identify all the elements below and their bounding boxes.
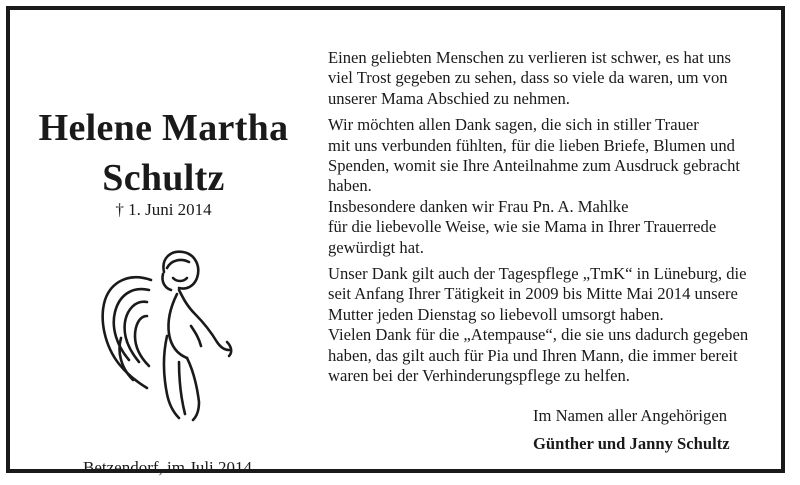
left-column [16,10,311,477]
signature-intro: Im Namen aller Angehörigen [533,406,727,425]
paragraph-2 [328,115,788,258]
signature-names: Günther und Janny Schultz [533,434,730,453]
text-line: haben, das gilt auch für Pia und Ihren Mann, die immer bereit [328,345,738,365]
text-line: viel Trost gegeben zu sehen, dass so viele da waren, um von [328,68,728,88]
text-line: haben. [328,176,372,196]
text-line: mit uns verbunden fühlten, für die lieben Briefe, Blumen und [328,135,735,155]
text-line: unserer Mama Abschied zu nehmen. [328,88,570,108]
text-line: Mutter jeden Dienstag so liebevoll umsorgt haben. [328,304,664,324]
text-line: seit Anfang Ihrer Tätigkeit in 2009 bis Mitte Mai 2014 unsere [328,284,738,304]
text-line: Wir möchten allen Dank sagen, die sich in stiller Trauer [328,115,699,135]
deceased-name-second-line: Schultz [102,157,225,199]
text-line: für die liebevolle Weise, wie sie Mama in Ihrer Trauerrede [328,217,717,237]
text-line: Einen geliebten Menschen zu verlieren ist schwer, es hat uns [328,48,731,67]
text-line: Spenden, womit sie Ihre Anteilnahme zum Ausdruck gebracht [328,156,740,176]
paragraph-3 [328,264,788,386]
paragraph-1 [328,48,788,109]
place-and-date: Betzendorf, im Juli 2014 [83,458,253,477]
angel-outline-icon [91,242,241,422]
deceased-name-first-line: Helene Martha [38,107,289,149]
text-line: gewürdigt hat. [328,237,424,257]
text-line: waren bei der Verhinderungspflege zu helfen. [328,366,630,386]
obituary-frame [6,6,785,477]
text-line: Vielen Dank für die „Atempause“, die sie uns dadurch gegeben [328,325,749,345]
text-line: Insbesondere danken wir Frau Pn. A. Mahlke [328,196,629,216]
text-line: Unser Dank gilt auch der Tagespflege „TmK“ in Lüneburg, die [328,264,747,284]
gratitude-text [328,48,788,393]
death-date: † 1. Juni 2014 [115,200,212,219]
